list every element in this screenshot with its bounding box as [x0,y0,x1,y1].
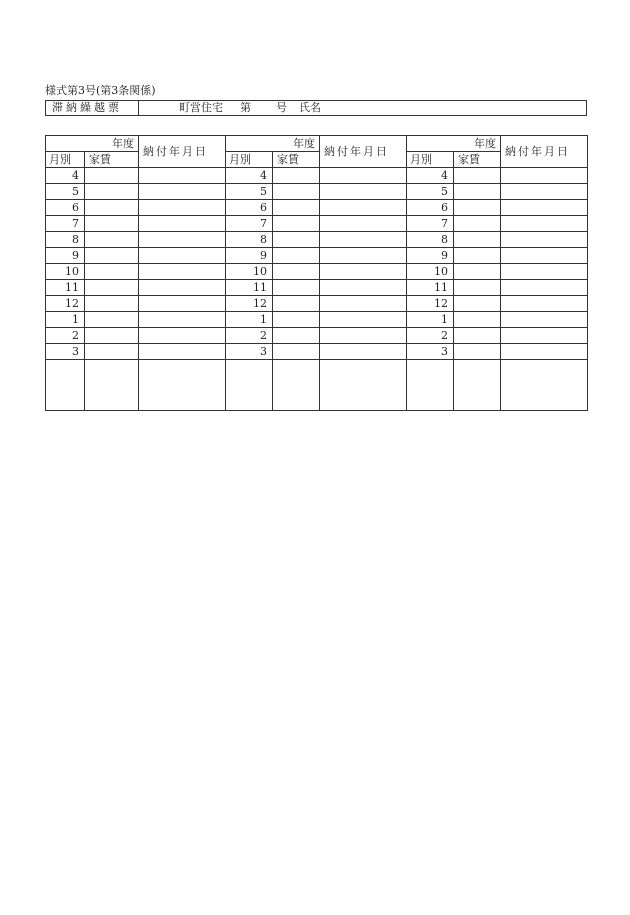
month-cell: 7 [46,216,85,232]
month-cell: 3 [46,344,85,360]
month-cell: 7 [407,216,454,232]
payment-date-cell[interactable] [139,280,226,296]
month-cell: 2 [46,328,85,344]
month-cell: 8 [407,232,454,248]
rent-cell[interactable] [273,296,320,312]
payment-date-header [501,136,588,168]
payment-date-cell[interactable] [501,328,588,344]
total-rent-cell[interactable] [454,360,501,411]
rent-cell[interactable] [273,168,320,184]
rent-cell[interactable] [85,232,139,248]
month-cell: 2 [226,328,273,344]
table-row [46,328,588,344]
rent-cell[interactable] [454,328,501,344]
table-row [46,312,588,328]
month-cell: 6 [46,200,85,216]
month-cell: 9 [46,248,85,264]
total-payment-cell[interactable] [320,360,407,411]
total-payment-cell[interactable] [501,360,588,411]
rent-cell[interactable] [273,312,320,328]
month-cell: 10 [226,264,273,280]
month-cell: 4 [46,168,85,184]
total-label-cell[interactable] [46,360,85,411]
rent-cell[interactable] [454,168,501,184]
payment-date-cell[interactable] [501,280,588,296]
rent-cell[interactable] [85,280,139,296]
payment-date-cell[interactable] [320,200,407,216]
payment-date-cell[interactable] [501,344,588,360]
month-cell: 11 [407,280,454,296]
rent-cell[interactable] [273,328,320,344]
total-row [46,360,588,411]
payment-date-cell[interactable] [139,344,226,360]
payment-date-header [139,136,226,168]
rent-header: 家賃 [454,152,501,168]
rent-header: 家賃 [85,152,139,168]
rent-cell[interactable] [454,200,501,216]
rent-cell[interactable] [85,344,139,360]
payment-date-cell[interactable] [320,264,407,280]
month-header: 月別 [46,152,85,168]
payment-date-cell[interactable] [139,248,226,264]
rent-cell[interactable] [454,296,501,312]
month-cell: 12 [46,296,85,312]
payment-date-cell[interactable] [320,328,407,344]
total-label-cell[interactable] [407,360,454,411]
payment-date-cell[interactable] [501,184,588,200]
payment-date-label: 納付年月日 [505,145,570,158]
payment-date-cell[interactable] [139,216,226,232]
rent-cell[interactable] [85,200,139,216]
rent-cell[interactable] [454,232,501,248]
payment-date-cell[interactable] [139,264,226,280]
rent-cell[interactable] [273,216,320,232]
month-cell: 4 [226,168,273,184]
rent-cell[interactable] [85,264,139,280]
name-label: 氏名 [299,101,321,114]
payment-date-cell[interactable] [139,328,226,344]
rent-cell[interactable] [273,248,320,264]
month-cell: 7 [226,216,273,232]
payment-date-cell[interactable] [139,200,226,216]
payment-date-label: 納付年月日 [143,145,208,158]
month-cell: 12 [407,296,454,312]
form-number-label: 様式第3号(第3条関係) [45,84,156,97]
rent-cell[interactable] [454,344,501,360]
month-cell: 3 [226,344,273,360]
month-cell: 11 [46,280,85,296]
month-cell: 12 [226,296,273,312]
payment-date-cell[interactable] [139,312,226,328]
table-row [46,344,588,360]
month-cell: 6 [226,200,273,216]
payment-date-cell[interactable] [320,232,407,248]
payment-date-cell[interactable] [320,280,407,296]
rent-cell[interactable] [454,216,501,232]
rent-cell[interactable] [454,248,501,264]
rent-cell[interactable] [454,312,501,328]
month-cell: 4 [407,168,454,184]
month-cell: 9 [226,248,273,264]
rent-cell[interactable] [85,248,139,264]
payment-date-cell[interactable] [320,168,407,184]
rent-cell[interactable] [454,264,501,280]
rent-cell[interactable] [85,216,139,232]
rent-cell[interactable] [454,280,501,296]
month-cell: 1 [46,312,85,328]
number-prefix-label: 第 [240,101,251,114]
month-cell: 8 [226,232,273,248]
rent-cell[interactable] [273,232,320,248]
fiscal-year-cell[interactable] [226,136,320,152]
table-row [46,280,588,296]
table-row [46,264,588,280]
number-suffix-label: 号 [276,101,287,114]
month-cell: 9 [407,248,454,264]
form-title: 滞納繰越票 [46,101,139,115]
payment-date-cell[interactable] [501,264,588,280]
rent-cell[interactable] [85,312,139,328]
header-row-year [46,136,588,152]
payment-date-cell[interactable] [139,232,226,248]
month-cell: 5 [407,184,454,200]
month-cell: 8 [46,232,85,248]
rent-cell[interactable] [273,264,320,280]
table-row [46,232,588,248]
rent-cell[interactable] [273,280,320,296]
table-row [46,296,588,312]
payment-date-cell[interactable] [501,216,588,232]
total-label-cell[interactable] [226,360,273,411]
table-row [46,184,588,200]
table-row [46,168,588,184]
rent-cell[interactable] [454,184,501,200]
month-cell: 6 [407,200,454,216]
rent-cell[interactable] [85,328,139,344]
table-row [46,248,588,264]
month-cell: 10 [46,264,85,280]
month-cell: 3 [407,344,454,360]
total-rent-cell[interactable] [273,360,320,411]
payment-date-cell[interactable] [501,312,588,328]
month-header: 月別 [226,152,273,168]
rent-cell[interactable] [273,344,320,360]
payment-date-cell[interactable] [320,216,407,232]
fiscal-year-label: 年度 [474,137,496,150]
payment-date-cell[interactable] [320,344,407,360]
header-box [45,100,587,116]
payment-date-label: 納付年月日 [324,145,389,158]
month-cell: 1 [407,312,454,328]
month-cell: 1 [226,312,273,328]
payment-date-cell[interactable] [139,184,226,200]
rent-cell[interactable] [85,184,139,200]
rent-cell[interactable] [273,200,320,216]
arrears-table [45,135,588,411]
fiscal-year-cell[interactable] [407,136,501,152]
month-cell: 2 [407,328,454,344]
month-cell: 5 [226,184,273,200]
payment-date-header [320,136,407,168]
rent-cell[interactable] [85,168,139,184]
fiscal-year-label: 年度 [293,137,315,150]
payment-date-cell[interactable] [501,296,588,312]
total-rent-cell[interactable] [85,360,139,411]
payment-date-cell[interactable] [139,168,226,184]
fiscal-year-label: 年度 [112,137,134,150]
payment-date-cell[interactable] [501,168,588,184]
payment-date-cell[interactable] [501,248,588,264]
payment-date-cell[interactable] [139,296,226,312]
month-cell: 10 [407,264,454,280]
fiscal-year-cell[interactable] [46,136,139,152]
month-cell: 11 [226,280,273,296]
payment-date-cell[interactable] [320,248,407,264]
payment-date-cell[interactable] [320,312,407,328]
payment-date-cell[interactable] [501,200,588,216]
payment-date-cell[interactable] [501,232,588,248]
payment-date-cell[interactable] [320,296,407,312]
month-cell: 5 [46,184,85,200]
table-row [46,200,588,216]
month-header: 月別 [407,152,454,168]
rent-header: 家賃 [273,152,320,168]
payment-date-cell[interactable] [320,184,407,200]
rent-cell[interactable] [85,296,139,312]
table-row [46,216,588,232]
total-payment-cell[interactable] [139,360,226,411]
rent-cell[interactable] [273,184,320,200]
town-housing-label: 町営住宅 [179,101,223,114]
